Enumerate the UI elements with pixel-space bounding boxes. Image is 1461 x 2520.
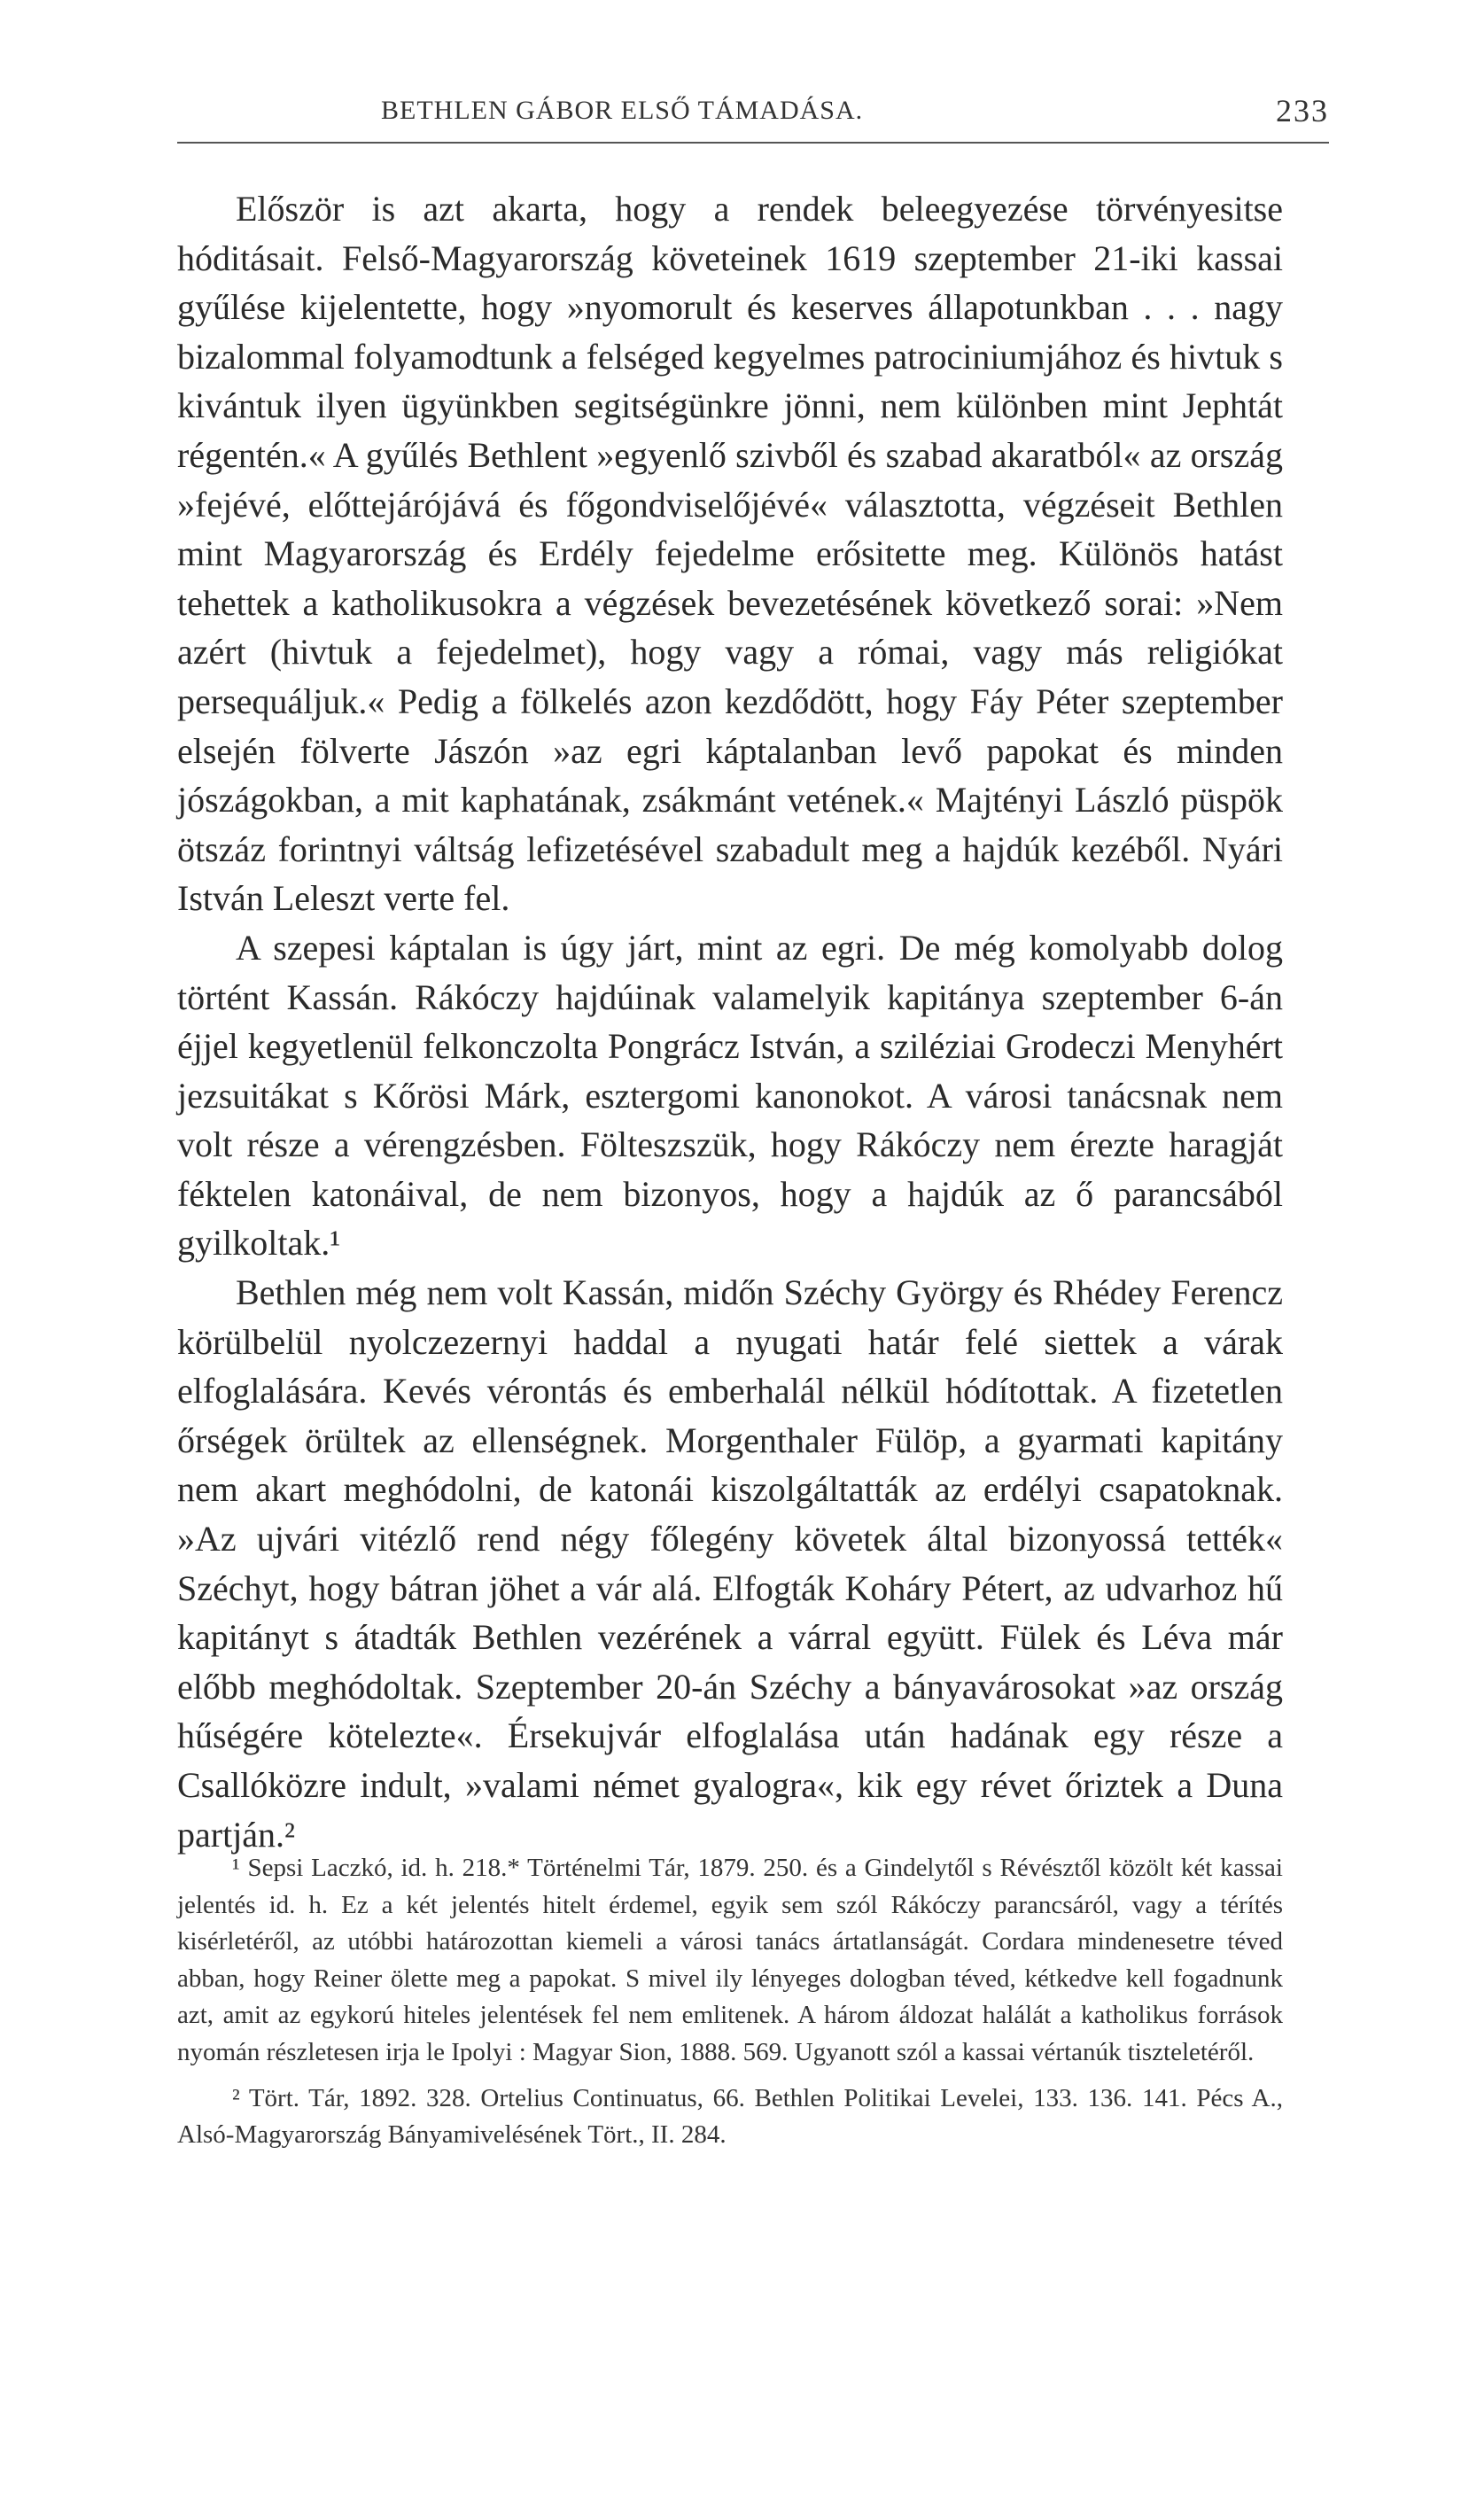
body-text [177, 184, 1283, 1859]
paragraph: A szepesi káptalan is úgy járt, mint az egri. De még komolyabb dolog történt Kassán. Rákóczy hajdúinak valamelyik kapitánya szeptember 6-án éjjel kegyetlenül felkonczolta Pongrácz István, a sziléziai Grodeczi Menyhért jezsuitákat s Kőrösi Márk, esztergomi kanonokot. A városi tanácsnak nem volt része a vérengzésben. Fölteszszük, hogy Rákóczy nem érezte haragját féktelen katonáival, de nem bizonyos, hogy a hajdúk az ő parancsából gyilkoltak.¹ [177, 927, 1283, 1264]
footnotes [177, 1850, 1283, 2154]
footnote: ¹ Sepsi Laczkó, id. h. 218.* Történelmi Tár, 1879. 250. és a Gindelytől s Révésztől közölt két kassai jelentés id. h. Ez a két jelentés hitelt érdemel, egyik sem szól Rákóczy parancsáról, vagy a térítés kisérletéről, az utóbbi határozottan kiemeli a városi tanács ártatlanságát. Cordara mindenesetre téved abban, hogy Reiner ölette meg a papokat. S mivel ily lényeges dologban téved, kétkedve kell fogadnunk azt, amit az egykorú hiteles jelentések fel nem emlitenek. A három áldozat halálát a katholikus források nyomán részletesen irja le Ipolyi : Magyar Sion, 1888. 569. Ugyanott szól a kassai vértanúk tiszteletéről. [177, 1854, 1283, 2066]
paragraph: Bethlen még nem volt Kassán, midőn Széchy György és Rhédey Ferencz körülbelül nyolczezernyi haddal a nyugati határ felé siettek a várak elfoglalására. Kevés vérontás és emberhalál nélkül hódítottak. A fizetetlen őrségek örültek az ellenségnek. Morgenthaler Fülöp, a gyarmati kapitány nem akart meghódolni, de katonái kiszolgáltatták az erdélyi csapatoknak. »Az ujvári vitézlő rend négy főlegény követek által bizonyossá tették« Széchyt, hogy bátran jöhet a vár alá. Elfogták Koháry Pétert, az udvarhoz hű kapitányt s átadták Bethlen vezérének a várral együtt. Fülek és Léva már előbb meghódoltak. Szeptember 20-án Széchy a bányavárosokat »az ország hűségére kötelezte«. Érsekujvár elfoglalása után hadának egy része a Csallóközre indult, »valami német gyalogra«, kik egy révet őriztek a Duna partján.² [177, 1272, 1283, 1855]
page-header [177, 89, 1329, 144]
footnote: ² Tört. Tár, 1892. 328. Ortelius Continuatus, 66. Bethlen Politikai Levelei, 133. 136. 141. Pécs A., Alsó-Magyarország Bányamivelésének Tört., II. 284. [177, 2083, 1283, 2150]
paragraph: Először is azt akarta, hogy a rendek beleegyezése törvényesitse hóditásait. Felső-Magyarország követeinek 1619 szeptember 21-iki kassai gyűlése kijelentette, hogy »nyomorult és keserves állapotunkban . . . nagy bizalommal folyamodtunk a felséged kegyelmes patrociniumjához és hivtuk s kivántuk ilyen ügyünkben segitségünkre jönni, nem különben mint Jephtát régentén.« A gyűlés Bethlent »egyenlő szivből és szabad akaratból« az ország »fejévé, előttejárójává és főgondviselőjévé« választotta, végzéseit Bethlen mint Magyarország és Erdély fejedelme erősitette meg. Különös hatást tehettek a katholikusokra a végzések bevezetésének következő sorai: »Nem azért (hivtuk a fejedelmet), hogy vagy a római, vagy más religiókat persequáljuk.« Pedig a fölkelés azon kezdődött, hogy Fáy Péter szeptember elsején fölverte Jászón »az egri káptalanban levő papokat és minden jószágokban, a mit kaphatának, zsákmánt vetének.« Majtényi László püspök ötszáz forintnyi váltság lefizetésével szabadult meg a hajdúk kezéből. Nyári István Leleszt verte fel. [177, 189, 1283, 919]
running-title: BETHLEN GÁBOR ELSŐ TÁMADÁSA. [381, 96, 864, 125]
page-number: 233 [1276, 93, 1329, 128]
